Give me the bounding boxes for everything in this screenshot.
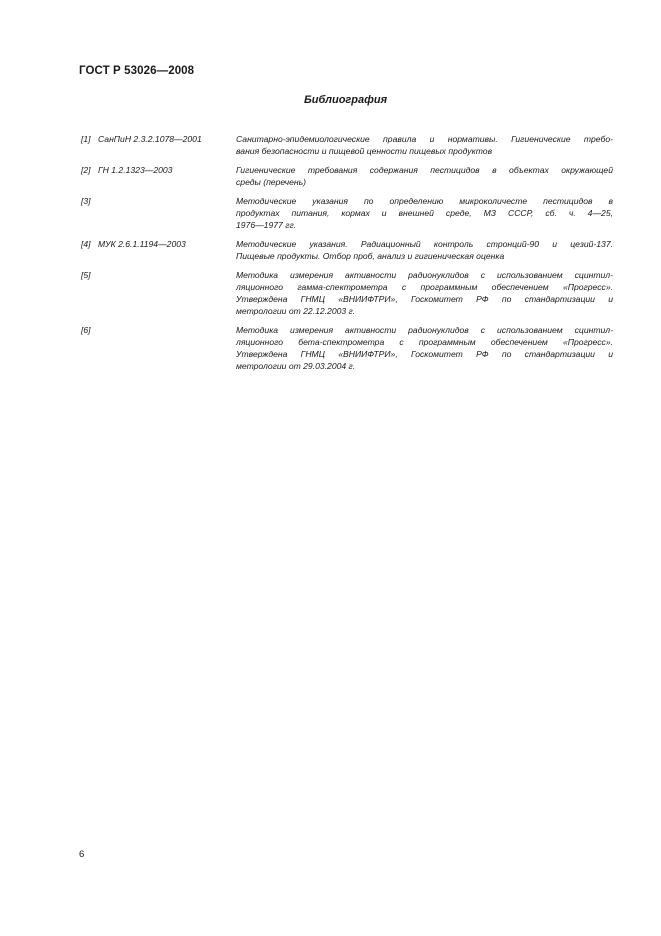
entry-number: [4]	[81, 239, 91, 249]
bibliography-entry	[81, 269, 613, 317]
entry-line: Пищевые продукты. Отбор проб, анализ и гигиеническая оценка	[236, 251, 505, 261]
bibliography-entry	[81, 133, 613, 157]
bibliography-list	[81, 133, 613, 379]
entry-line: Утверждена ГНМЦ «ВНИИФТРИ», Госкомитет РФ по стандартизации и	[236, 294, 613, 304]
entry-line: ляционного гамма-спектрометра с программным обеспечением «Прогресс».	[236, 282, 613, 292]
entry-line: среды (перечень)	[236, 177, 307, 187]
entry-description	[236, 238, 613, 262]
bibliography-entry	[81, 195, 613, 231]
entry-line: метрологии от 22.12.2003 г.	[236, 306, 356, 316]
entry-reference	[81, 269, 236, 317]
entry-line: Санитарно-эпидемиологические правила и нормативы. Гигиенические требо-	[236, 134, 613, 144]
entry-reference	[81, 324, 236, 372]
section-title: Библиография	[303, 94, 388, 106]
entry-description	[236, 269, 613, 317]
entry-line: Методика измерения активности радионуклидов с использованием сцинтил-	[236, 270, 613, 280]
entry-line: Утверждена ГНМЦ «ВНИИФТРИ», Госкомитет РФ по стандартизации и	[236, 349, 613, 359]
entry-line: продуктах питания, кормах и внешней среде, МЗ СССР, сб. ч. 4—25,	[236, 208, 613, 218]
entry-description	[236, 133, 613, 157]
entry-line: 1976—1977 гг.	[236, 220, 297, 230]
entry-reference	[81, 133, 236, 157]
document-standard-id: ГОСТ Р 53026—2008	[79, 65, 195, 77]
bibliography-entry	[81, 238, 613, 262]
entry-reference	[81, 195, 236, 231]
entry-number: [6]	[81, 325, 91, 335]
entry-code: ГН 1.2.1323—2003	[98, 165, 173, 175]
entry-number: [1]	[81, 134, 91, 144]
bibliography-entry	[81, 324, 613, 372]
entry-number: [3]	[81, 196, 91, 206]
entry-description	[236, 324, 613, 372]
entry-description	[236, 195, 613, 231]
entry-line: Гигиенические требования содержания пестицидов в объектах окружающей	[236, 165, 613, 175]
page-number: 6	[79, 849, 85, 860]
entry-line: Методика измерения активности радионуклидов с использованием сцинтил-	[236, 325, 613, 335]
entry-code: МУК 2.6.1.1194—2003	[98, 239, 186, 249]
entry-code: СанПиН 2.3.2.1078—2001	[98, 134, 202, 144]
entry-reference	[81, 238, 236, 262]
entry-number: [5]	[81, 270, 91, 280]
entry-line: ляционного бета-спектрометра с программным обеспечением «Прогресс».	[236, 337, 613, 347]
entry-line: метрологии от 29.03.2004 г.	[236, 361, 356, 371]
entry-number: [2]	[81, 165, 91, 175]
entry-line: вания безопасности и пищевой ценности пищевых продуктов	[236, 146, 493, 156]
entry-description	[236, 164, 613, 188]
entry-reference	[81, 164, 236, 188]
entry-line: Методические указания по определению микроколичесте пестицидов в	[236, 196, 613, 206]
bibliography-entry	[81, 164, 613, 188]
entry-line: Методические указания. Радиационный контроль стронций-90 и цезий-137.	[236, 239, 613, 249]
